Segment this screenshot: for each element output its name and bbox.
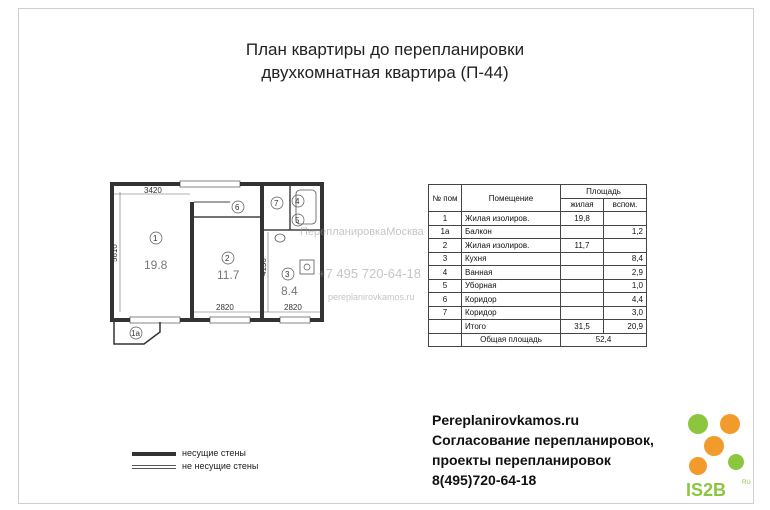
plan-title-line2: двухкомнатная квартира (П-44) bbox=[261, 63, 509, 82]
row-aux: 1,0 bbox=[604, 279, 647, 293]
table-row bbox=[429, 279, 647, 293]
dim-2820-a: 2820 bbox=[216, 303, 234, 312]
total-row bbox=[429, 320, 647, 334]
room-2-number: 2 bbox=[225, 254, 230, 263]
grand-total-label: Общая площадь bbox=[462, 333, 561, 347]
plan-title-line1: План квартиры до перепланировки bbox=[245, 40, 525, 59]
table-row bbox=[429, 252, 647, 266]
grand-total-value: 52,4 bbox=[561, 333, 647, 347]
room-1-area: 19.8 bbox=[144, 258, 168, 272]
stove-icon bbox=[300, 260, 314, 274]
contact-block bbox=[432, 410, 654, 490]
wall-room2-room3 bbox=[260, 182, 264, 322]
row-num: 2 bbox=[429, 239, 462, 253]
col-header-room: Помещение bbox=[462, 185, 561, 212]
col-header-living: жилая bbox=[561, 198, 604, 212]
watermark-phone: +7 495 720-64-18 bbox=[318, 266, 422, 281]
total-aux: 20,9 bbox=[604, 320, 647, 334]
row-aux: 8,4 bbox=[604, 252, 647, 266]
row-room: Кухня bbox=[462, 252, 561, 266]
row-living bbox=[561, 225, 604, 239]
legend-non-load-bearing-label: не несущие стены bbox=[182, 461, 259, 471]
row-num: 7 bbox=[429, 306, 462, 320]
dim-2820-b: 2820 bbox=[284, 303, 302, 312]
logo-sup: RU bbox=[742, 480, 751, 486]
row-living bbox=[561, 279, 604, 293]
row-living bbox=[561, 306, 604, 320]
table-row bbox=[429, 212, 647, 226]
room-3-number: 3 bbox=[285, 270, 290, 279]
row-aux: 1,2 bbox=[604, 225, 647, 239]
row-aux: 3,0 bbox=[604, 306, 647, 320]
room-5-number: 5 bbox=[295, 216, 300, 225]
total-living: 31,5 bbox=[561, 320, 604, 334]
row-living: 11,7 bbox=[561, 239, 604, 253]
dim-4150: 4150 bbox=[259, 258, 268, 276]
wall-room1-room2 bbox=[190, 202, 194, 322]
table-row bbox=[429, 306, 647, 320]
room-3-area: 8.4 bbox=[281, 284, 298, 298]
row-num: 4 bbox=[429, 266, 462, 280]
row-room: Коридор bbox=[462, 306, 561, 320]
col-header-area: Площадь bbox=[561, 185, 647, 199]
total-label: Итого bbox=[462, 320, 561, 334]
row-room: Уборная bbox=[462, 279, 561, 293]
contact-site: Pereplanirovkamos.ru bbox=[432, 412, 580, 428]
room-1a-number: 1а bbox=[131, 329, 140, 338]
row-num: 1а bbox=[429, 225, 462, 239]
legend-load-bearing-swatch bbox=[132, 452, 176, 456]
watermark-site: pereplanirovkamos.ru bbox=[328, 292, 415, 302]
floor-plan bbox=[100, 172, 340, 348]
toilet-icon bbox=[275, 234, 285, 242]
row-room: Коридор bbox=[462, 293, 561, 307]
row-room: Жилая изолиров. bbox=[462, 212, 561, 226]
area-table bbox=[428, 184, 647, 347]
row-living bbox=[561, 252, 604, 266]
table-row bbox=[429, 293, 647, 307]
logo-text: IS2B bbox=[686, 480, 727, 500]
row-room: Ванная bbox=[462, 266, 561, 280]
legend-load-bearing-label: несущие стены bbox=[182, 448, 246, 458]
row-aux bbox=[604, 239, 647, 253]
row-living bbox=[561, 293, 604, 307]
room-7-number: 7 bbox=[274, 199, 279, 208]
contact-line2: Согласование перепланировок, bbox=[432, 432, 654, 448]
row-aux bbox=[604, 212, 647, 226]
contact-phone: 8(495)720-64-18 bbox=[432, 472, 537, 488]
row-num: 3 bbox=[429, 252, 462, 266]
row-room: Балкон bbox=[462, 225, 561, 239]
row-room: Жилая изолиров. bbox=[462, 239, 561, 253]
dim-3420: 3420 bbox=[144, 186, 162, 195]
is2b-logo bbox=[684, 410, 754, 500]
table-row bbox=[429, 239, 647, 253]
col-header-aux: вспом. bbox=[604, 198, 647, 212]
room-2-area: 11.7 bbox=[217, 268, 240, 282]
grand-total-row bbox=[429, 333, 647, 347]
watermark-name: ПерепланировкаМосква bbox=[300, 226, 424, 238]
room-1-number: 1 bbox=[153, 234, 158, 243]
table-row bbox=[429, 225, 647, 239]
row-aux: 4,4 bbox=[604, 293, 647, 307]
col-header-num: № пом bbox=[429, 185, 462, 212]
row-aux: 2,9 bbox=[604, 266, 647, 280]
row-living bbox=[561, 266, 604, 280]
wall-right bbox=[320, 182, 324, 322]
row-num: 5 bbox=[429, 279, 462, 293]
dim-5810: 5810 bbox=[110, 244, 119, 262]
room-4-number: 4 bbox=[295, 197, 300, 206]
contact-line3: проекты перепланировок bbox=[432, 452, 611, 468]
legend-non-load-bearing-swatch bbox=[132, 465, 176, 469]
table-row bbox=[429, 266, 647, 280]
row-num: 6 bbox=[429, 293, 462, 307]
row-living: 19,8 bbox=[561, 212, 604, 226]
room-6-number: 6 bbox=[235, 203, 240, 212]
row-num: 1 bbox=[429, 212, 462, 226]
